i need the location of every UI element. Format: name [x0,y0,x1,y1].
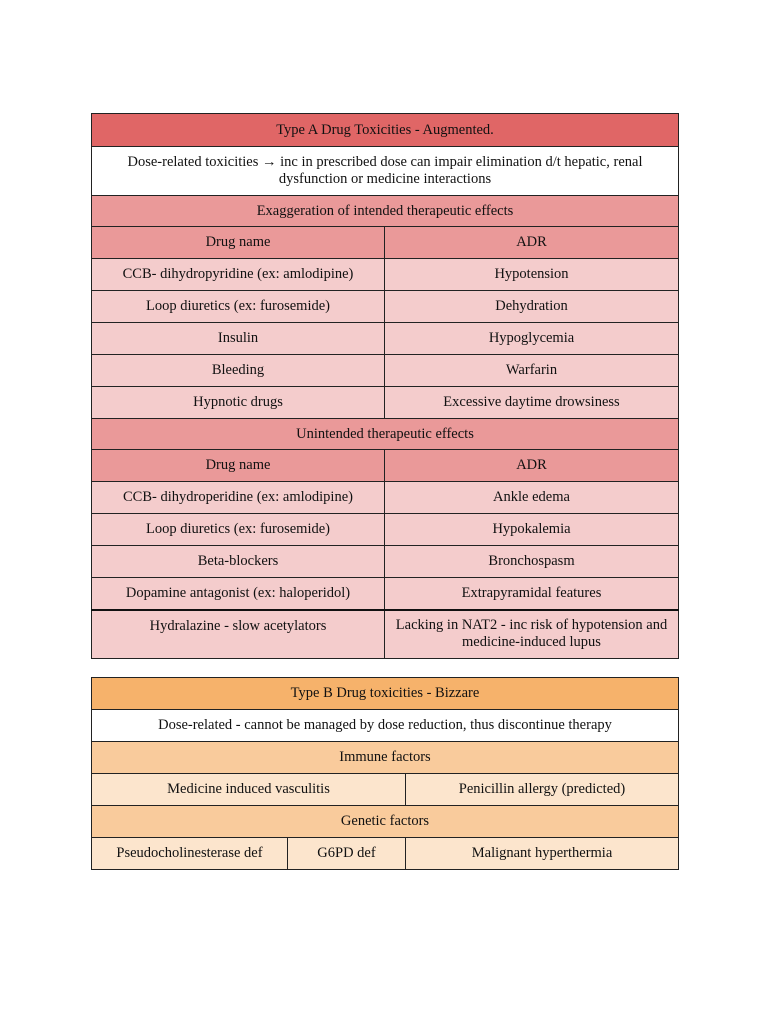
table-row [92,387,679,419]
adr-cell: Extrapyramidal features [385,578,679,610]
drug-cell: CCB- dihydropyridine (ex: amlodipine) [92,259,385,291]
table-row [92,838,679,870]
intended-column-header-row [92,227,679,259]
table-row [92,291,679,323]
type-a-intro-row [92,147,679,196]
drug-cell: Beta-blockers [92,546,385,578]
intended-col-drug-header: Drug name [92,227,385,259]
table-row [92,259,679,291]
immune-factors-heading-row [92,742,679,774]
drug-cell: Dopamine antagonist (ex: haloperidol) [92,578,385,610]
type-b-intro: Dose-related - cannot be managed by dose reduction, thus discontinue therapy [92,710,679,742]
unintended-effects-heading-row [92,419,679,450]
table-row [92,323,679,355]
adr-cell: Hypokalemia [385,514,679,546]
table-row [92,610,679,659]
adr-cell: Warfarin [385,355,679,387]
drug-cell: Hydralazine - slow acetylators [92,610,385,659]
adr-cell: Excessive daytime drowsiness [385,387,679,419]
genetic-factor-cell: Malignant hyperthermia [406,838,679,870]
unintended-column-header-row [92,450,679,482]
table-row [92,355,679,387]
table-row [92,482,679,514]
immune-factor-cell: Penicillin allergy (predicted) [406,774,679,806]
adr-cell: Bronchospasm [385,546,679,578]
type-a-title-row [92,114,679,147]
type-a-title: Type A Drug Toxicities - Augmented. [92,114,679,147]
genetic-factors-heading: Genetic factors [92,806,679,838]
table-row [92,578,679,610]
unintended-col-drug-header: Drug name [92,450,385,482]
table-row [92,546,679,578]
table-row [92,774,679,806]
table-row [92,514,679,546]
adr-cell: Lacking in NAT2 - inc risk of hypotension and medicine-induced lupus [385,610,679,659]
type-a-table [91,113,679,659]
drug-cell: CCB- dihydroperidine (ex: amlodipine) [92,482,385,514]
genetic-factors-heading-row [92,806,679,838]
immune-factor-cell: Medicine induced vasculitis [92,774,406,806]
intended-effects-heading: Exaggeration of intended therapeutic effects [92,196,679,227]
type-b-intro-row [92,710,679,742]
drug-cell: Loop diuretics (ex: furosemide) [92,291,385,323]
type-b-title: Type B Drug toxicities - Bizzare [92,678,679,710]
adr-cell: Ankle edema [385,482,679,514]
drug-cell: Bleeding [92,355,385,387]
immune-factors-heading: Immune factors [92,742,679,774]
adr-cell: Hypotension [385,259,679,291]
genetic-factor-cell: Pseudocholinesterase def [92,838,288,870]
intended-effects-heading-row [92,196,679,227]
adr-cell: Hypoglycemia [385,323,679,355]
unintended-effects-heading: Unintended therapeutic effects [92,419,679,450]
adr-cell: Dehydration [385,291,679,323]
drug-cell: Hypnotic drugs [92,387,385,419]
drug-cell: Insulin [92,323,385,355]
type-b-title-row [92,678,679,710]
unintended-col-adr-header: ADR [385,450,679,482]
genetic-factor-cell: G6PD def [288,838,406,870]
type-b-table [91,677,679,870]
intended-col-adr-header: ADR [385,227,679,259]
type-a-intro: Dose-related toxicities → inc in prescribed dose can impair elimination d/t hepatic, renal dysfunction or medicine interactions [92,147,679,196]
drug-cell: Loop diuretics (ex: furosemide) [92,514,385,546]
